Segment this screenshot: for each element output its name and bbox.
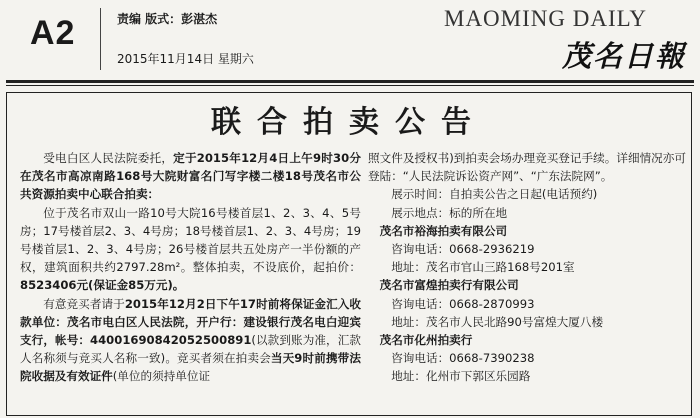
show-time: 展示时间：自拍卖公告之日起(电话预约) <box>391 187 598 202</box>
auction-notice <box>6 92 692 416</box>
paper-name-en: MAOMING DAILY <box>444 6 647 31</box>
property-description: 位于茂名市双山一路10号大院16号楼首层1、2、3、4、5号房；17号楼首层2、3、4号房；18号楼首层1、2、3、4号房；19号楼首层1、2、3、4号房；26号楼首层共五处房产一半份额的产权，建筑面积共约2797.28m²。整体拍卖，不设底价，起拍价： <box>20 205 361 275</box>
paragraph-deposit <box>20 295 361 386</box>
page-number: A2 <box>30 14 76 52</box>
paragraph-commission <box>20 149 361 204</box>
company-address: 地址：茂名市人民北路90号富煌大厦八楼 <box>391 314 604 329</box>
header-divider <box>100 8 101 70</box>
paragraph-continued: 照文件及授权书)到拍卖会场办理竞买登记手续。详细情况亦可登陆：“人民法院诉讼资产网”、“广东法院网”。 <box>368 151 686 184</box>
auction-time-place: 定于2015年12月4日上午9时30分在茂名市高凉南路168号大院财富名门写字楼二楼18号茂名市公共资源拍卖中心联合拍卖： <box>20 151 361 202</box>
company-phone: 咨询电话：0668-2870993 <box>391 296 535 311</box>
notice-left-column <box>20 149 361 386</box>
deposit-intro: 有意竞买者请于 <box>43 296 125 311</box>
notice-title: 联合拍卖公告 <box>211 105 487 140</box>
company-name: 茂名市裕海拍卖有限公司 <box>379 223 508 238</box>
issue-date: 2015年11月14日 星期六 <box>117 52 254 66</box>
show-place: 展示地点：标的所在地 <box>391 205 508 220</box>
commission-text: 受电白区人民法院委托， <box>43 151 174 165</box>
notice-right-column <box>368 149 686 386</box>
company-address: 地址：茂名市官山三路168号201室 <box>391 260 575 275</box>
company-name: 茂名市富煌拍卖行有限公司 <box>379 278 519 293</box>
header-rule-thick <box>6 80 694 83</box>
deposit-note: (以款到账为准，汇款人名称须与竞买人名称一致)。竞买者须在拍卖会 <box>20 333 361 366</box>
company-phone: 咨询电话：0668-2936219 <box>391 242 535 257</box>
header-rule-thin <box>6 85 694 86</box>
deposit-account: 2015年12月2日下午17时前将保证金汇入收款单位：茂名市电白区人民法院，开户行：建设银行茂名电白迎宾支行，帐号：44001690842052500891 <box>20 296 361 348</box>
starting-price: 8523406元(保证金85万元)。 <box>20 278 185 293</box>
page-header <box>0 0 700 78</box>
paragraph-property <box>20 204 361 295</box>
document-note: (单位的须持单位证 <box>112 369 211 384</box>
paper-name-cn-logo: 茂名日報 <box>562 39 687 73</box>
company-phone: 咨询电话：0668-7390238 <box>391 351 535 366</box>
registration-deadline: 当天9时前携带法院收据及有效证件 <box>20 351 361 384</box>
editor-line: 责编 版式：彭湛杰 <box>117 12 218 26</box>
company-address: 地址：化州市下郭区乐园路 <box>391 369 531 384</box>
company-name: 茂名市化州拍卖行 <box>379 333 473 348</box>
